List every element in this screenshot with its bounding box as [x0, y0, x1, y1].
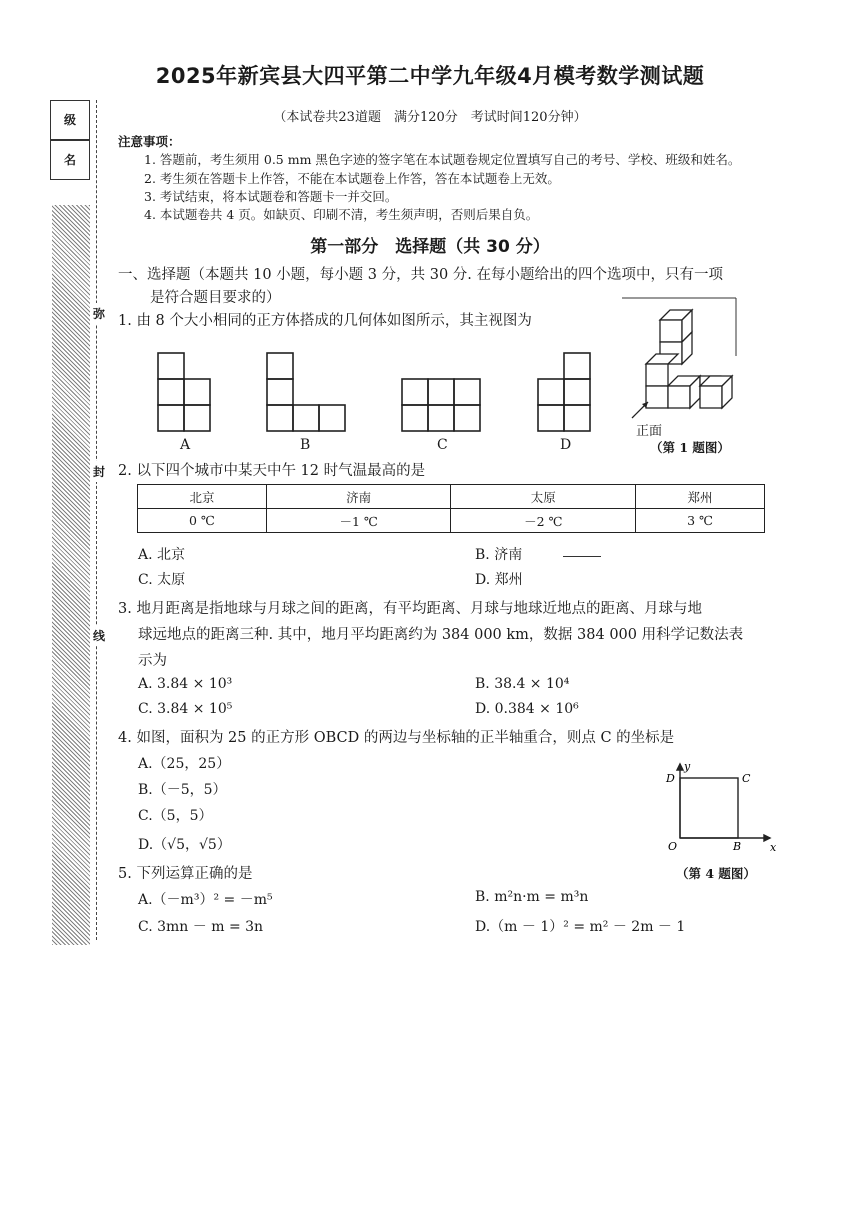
table-cell: 0 ℃	[138, 509, 267, 533]
q2-option-b: B. 济南	[475, 547, 523, 563]
q1-option-c-label: C	[437, 437, 448, 453]
q1-view-d	[538, 353, 590, 431]
q1-options-figures	[140, 345, 620, 455]
q5-option-b: B. m²n·m = m³n	[475, 889, 589, 905]
exam-subtitle: （本试卷共23道题 满分120分 考试时间120分钟）	[273, 110, 587, 125]
q3-option-d: D. 0.384 × 10⁶	[475, 701, 579, 717]
stray-mark	[563, 556, 601, 557]
seal-char-3: 线	[93, 625, 105, 646]
q4-axis-x: x	[770, 841, 777, 854]
note-item: 1. 答题前，考生须用 0.5 mm 黑色字迹的签字笔在本试题卷规定位置填写自己的考号、学校、班级和姓名。	[144, 152, 741, 167]
name-box	[50, 140, 90, 180]
part1-instruction: 一、选择题（本题共 10 小题，每小题 3 分，共 30 分. 在每小题给出的四个选项中，只有一项	[118, 267, 723, 283]
q1-view-b	[267, 353, 345, 431]
q1-stem: 1. 由 8 个大小相同的正方体搭成的几何体如图所示，其主视图为	[118, 313, 532, 329]
q2-temperature-table	[137, 484, 765, 533]
seal-char-1: 弥	[93, 303, 105, 324]
name-label: 名	[64, 153, 77, 167]
q1-option-a-label: A	[180, 437, 191, 453]
q3-stem: 3. 地月距离是指地球与月球之间的距离，有平均距离、月球与地球近地点的距离、月球与地	[118, 601, 702, 617]
binding-hatch	[52, 205, 90, 945]
table-header-cell: 太原	[451, 485, 636, 509]
q4-coordinate-figure	[660, 758, 780, 858]
class-box	[50, 100, 90, 140]
q1-front-label: 正面	[636, 424, 663, 439]
q4-point-o: O	[668, 840, 678, 853]
q4-option-c: C.（5，5）	[138, 808, 213, 824]
q1-3d-figure	[618, 296, 748, 430]
table-row	[138, 509, 765, 533]
q3-stem-cont: 球远地点的距离三种. 其中，地月平均距离约为 384 000 km，数据 384 000 用科学记数法表	[138, 627, 744, 643]
q1-option-b-label: B	[300, 437, 311, 453]
table-cell: 3 ℃	[636, 509, 765, 533]
q4-caption: （第 4 题图）	[676, 866, 756, 881]
part1-title: 第一部分 选择题（共 30 分）	[310, 237, 550, 257]
q5-option-d: D.（m － 1）² = m² － 2m － 1	[475, 919, 686, 935]
note-item: 4. 本试题卷共 4 页。如缺页、印刷不清，考生须声明，否则后果自负。	[144, 207, 539, 222]
table-header-cell: 郑州	[636, 485, 765, 509]
seal-char-2: 封	[93, 461, 105, 482]
q4-point-d: D	[666, 772, 675, 785]
q5-stem: 5. 下列运算正确的是	[118, 866, 253, 882]
q4-option-d: D.（√5，√5）	[138, 837, 231, 853]
q5-option-a: A.（－m³）² = －m⁵	[138, 892, 273, 908]
q3-option-c: C. 3.84 × 10⁵	[138, 701, 233, 717]
table-cell: －2 ℃	[451, 509, 636, 533]
q3-option-b: B. 38.4 × 10⁴	[475, 676, 570, 692]
table-cell: －1 ℃	[266, 509, 451, 533]
class-label: 级	[64, 113, 77, 127]
q2-stem: 2. 以下四个城市中某天中午 12 时气温最高的是	[118, 463, 426, 479]
table-row	[138, 485, 765, 509]
note-item: 2. 考生须在答题卡上作答，不能在本试题卷上作答，答在本试题卷上无效。	[144, 171, 560, 186]
q4-option-b: B.（－5，5）	[138, 782, 227, 798]
q1-caption: （第 1 题图）	[650, 440, 730, 455]
q3-option-a: A. 3.84 × 10³	[138, 676, 233, 692]
q1-option-d-label: D	[560, 437, 572, 453]
q1-view-a	[158, 353, 210, 431]
q2-option-a: A. 北京	[138, 547, 186, 563]
notes-title: 注意事项：	[118, 134, 181, 149]
table-header-cell: 北京	[138, 485, 267, 509]
q2-option-d: D. 郑州	[475, 572, 523, 588]
q1-view-c	[402, 379, 480, 431]
q4-point-c: C	[742, 772, 751, 785]
q4-point-b: B	[733, 840, 742, 853]
q5-option-c: C. 3mn － m = 3n	[138, 919, 264, 935]
q3-stem-cont: 示为	[138, 653, 167, 669]
seal-dashed-line	[96, 100, 97, 940]
exam-title: 2025年新宾县大四平第二中学九年级4月模考数学测试题	[155, 64, 705, 88]
note-item: 3. 考试结束，将本试题卷和答题卡一并交回。	[144, 189, 398, 204]
q2-option-c: C. 太原	[138, 572, 186, 588]
part1-instruction-cont: 是符合题目要求的）	[150, 290, 281, 306]
q4-option-a: A.（25，25）	[138, 756, 231, 772]
table-header-cell: 济南	[266, 485, 451, 509]
q4-axis-y: y	[684, 760, 691, 773]
q4-stem: 4. 如图，面积为 25 的正方形 OBCD 的两边与坐标轴的正半轴重合，则点 C 的坐标是	[118, 730, 675, 746]
